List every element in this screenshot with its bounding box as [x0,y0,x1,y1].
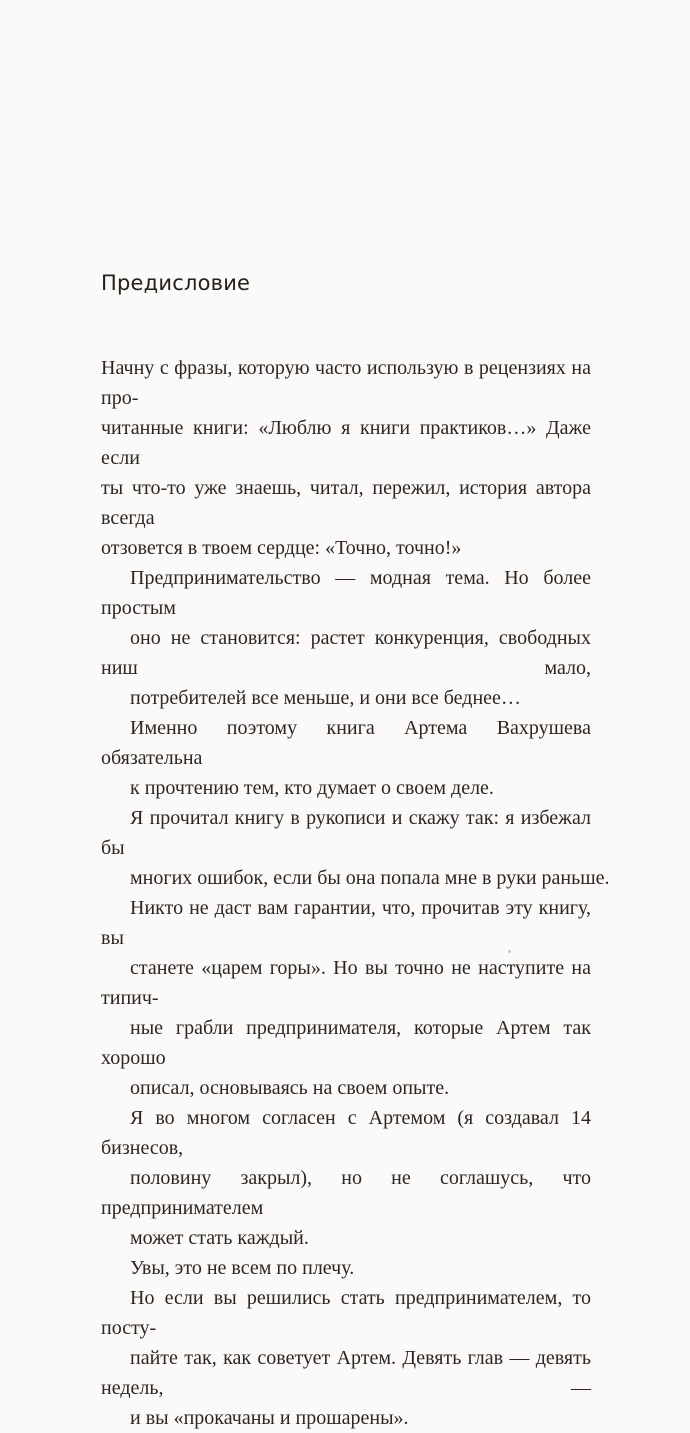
text-line: пайте так, как советует Артем. Девять глав — девять недель, — [101,1347,591,1399]
text-line: станете «царем горы». Но вы точно не наступите на типич- [101,957,591,1009]
text-line: к прочтению тем, кто думает о своем деле. [130,777,494,799]
paragraph [101,713,591,803]
text-line: Предпринимательство — модная тема. Но более простым [101,567,591,619]
text-line: может стать каждый. [130,1227,309,1249]
text-line: и вы «прокачаны и прошарены». [130,1407,409,1429]
paragraph [101,353,591,563]
paragraph [101,1103,591,1253]
text-line: ные грабли предпринимателя, которые Артем так хорошо [101,1017,591,1069]
text-line: половину закрыл), но не соглашусь, что предпринимателем [101,1167,591,1219]
text-line: потребителей все меньше, и они все беднее… [130,687,521,709]
text-line: Я во многом согласен с Артемом (я создавал 14 бизнесов, [101,1107,591,1159]
paragraph [101,803,610,893]
paragraph [101,1253,591,1283]
print-mark [508,950,511,953]
text-line: отзовется в твоем сердце: «Точно, точно!» [101,537,462,559]
text-line: Но если вы решились стать предпринимателем, то посту- [101,1287,591,1339]
text-line: оно не становится: растет конкуренция, свободных ниш мало, [101,627,591,679]
text-line: Именно поэтому книга Артема Вахрушева обязательна [101,717,591,769]
chapter-title: Предисловие [101,271,251,295]
text-line: многих ошибок, если бы она попала мне в руки раньше. [130,867,610,889]
text-line: Я прочитал книгу в рукописи и скажу так: я избежал бы [101,807,591,859]
text-line: Увы, это не всем по плечу. [130,1257,355,1279]
text-line: описал, основываясь на своем опыте. [130,1077,450,1099]
paragraph [101,1283,591,1433]
text-line: читанные книги: «Люблю я книги практиков…» Даже если [101,417,591,469]
preface-body [101,353,610,1433]
paragraph [101,893,591,1103]
paragraph [101,563,591,713]
text-line: Начну с фразы, которую часто использую в рецензиях на про- [101,357,591,409]
text-line: Никто не даст вам гарантии, что, прочитав эту книгу, вы [101,897,591,949]
text-line: ты что-то уже знаешь, читал, пережил, история автора всегда [101,477,591,529]
